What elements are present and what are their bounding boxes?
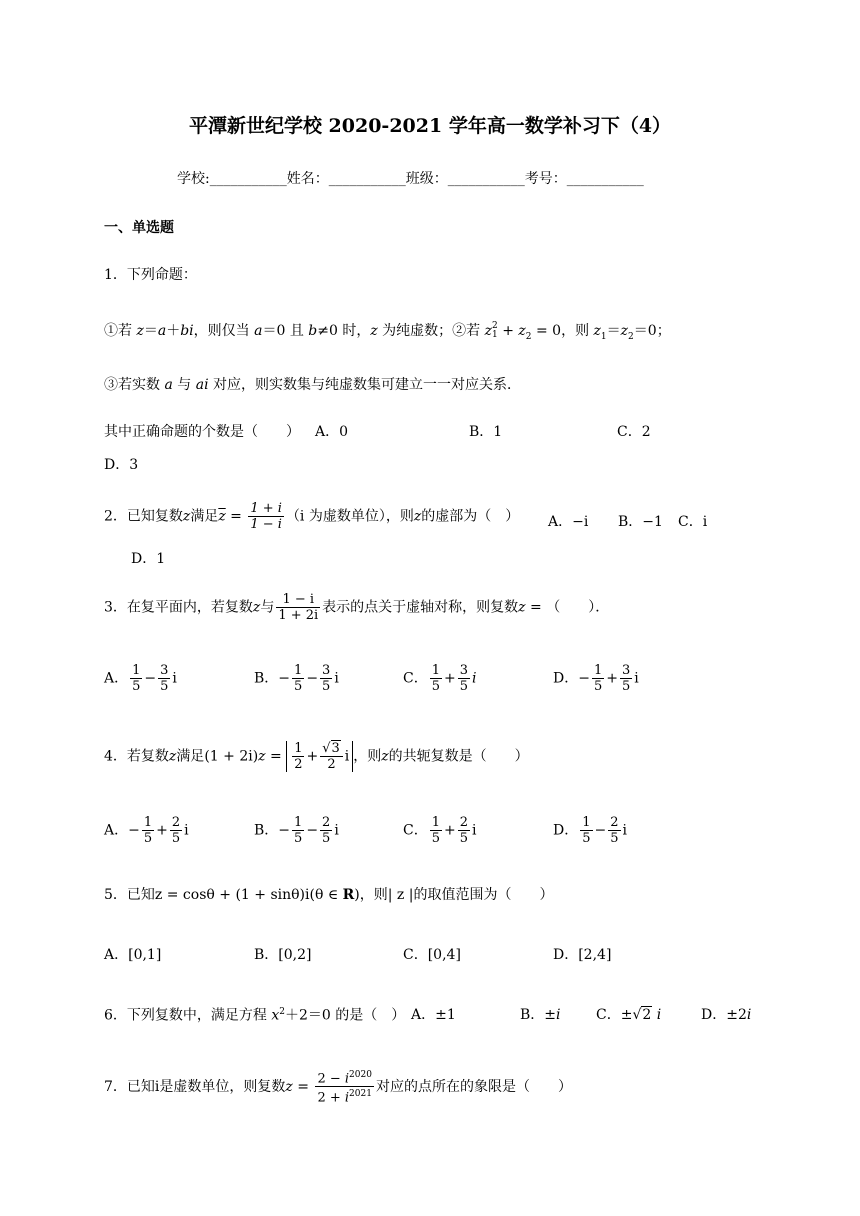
- q3-option-a: A． $\frac{1}{5}$ − $\frac{3}{5}$ i: [104, 663, 177, 694]
- q6-option-d: D．±2i: [701, 1007, 752, 1023]
- q1-option-b: B．1: [469, 424, 503, 440]
- q4-option-a: A．− $\frac{1}{5}$ + $\frac{2}{5}$ i: [104, 815, 189, 846]
- q3-stem: 3．在复平面内，若复数z与 $\frac{1 - i}{1 + 2i}$ 表示的点关于虚轴对称，则复数z = （ ）．: [104, 592, 610, 623]
- q1-option-a: A．0: [315, 424, 349, 440]
- q2-stem: 2．已知复数z满足$\overline{z}$ = $\frac{1 + i}{1 - i}$ （i 为虚数单位），则z的虚部为（ ）: [104, 501, 520, 532]
- q2-option-c: C．i: [678, 514, 708, 530]
- q3-option-d: D．− $\frac{1}{5}$ + $\frac{3}{5}$ i: [553, 663, 639, 694]
- q3-fraction: $\frac{1 - i}{1 + 2i}$: [278, 592, 319, 623]
- q4-option-d: D． $\frac{1}{5}$ − $\frac{2}{5}$ i: [553, 815, 628, 846]
- q6-option-c: C．±√2 i: [596, 1007, 662, 1023]
- q6-stem: 6．下列复数中，满足方程 $x^2+2=0$ 的是（ ）: [104, 1007, 406, 1024]
- q2-option-b: B．−1: [618, 514, 663, 530]
- q1-statement-3: ③若实数 a 与 ai 对应，则实数集与纯虚数集可建立一一对应关系．: [104, 377, 521, 393]
- q2-option-d: D．1: [131, 551, 166, 567]
- q2-option-a: A．−i: [548, 514, 589, 530]
- q6-option-b: B．±i: [520, 1007, 561, 1023]
- q4-option-b: B．− $\frac{1}{5}$ − $\frac{2}{5}$ i: [254, 815, 339, 846]
- q1-question: 其中正确命题的个数是（ ）: [104, 424, 300, 440]
- q4-stem: 4．若复数z满足(1 + 2i)z = $\frac{1}{2}$ + $\frac{√3}{2}$ i ，则z的共轭复数是（ ）: [104, 741, 529, 772]
- q1-statement-1-2: ①若 z＝a＋bi，则仅当 a＝0 且 b≠0 时，z 为纯虚数；②若 z 2 1 + $z_2 = 0$，则 $z_1=z_2=0$；: [104, 321, 671, 342]
- q1-option-c: C．2: [617, 424, 651, 440]
- q5-option-d: D．[2,4]: [553, 947, 612, 963]
- q1-stem: 1．下列命题：: [104, 267, 197, 283]
- q5-option-a: A．[0,1]: [104, 947, 162, 963]
- q5-stem: 5．已知z = cosθ + (1 + sinθ)i(θ ∈ R)，则| z |的取值范围为（ ）: [104, 887, 554, 903]
- q6-option-a: A．±1: [411, 1007, 456, 1023]
- q7-fraction: $\frac{2 - i^{2020}}{2 + i^{2021}}$: [317, 1070, 372, 1106]
- page-title: 平潭新世纪学校 2020-2021 学年高一数学补习下（4）: [188, 115, 672, 137]
- q2-fraction: $\frac{1 + i}{1 - i}$: [250, 501, 282, 532]
- q4-absolute-value: $\frac{1}{2}$ + $\frac{√3}{2}$ i: [286, 741, 353, 772]
- q3-option-c: C． $\frac{1}{5}$ + $\frac{3}{5}$ i: [403, 663, 477, 694]
- q7-stem: 7．已知i是虚数单位，则复数z = $\frac{2 - i^{2020}}{2 + i^{2021}}$ 对应的点所在的象限是（ ）: [104, 1070, 572, 1106]
- q5-option-b: B．[0,2]: [254, 947, 312, 963]
- q3-option-b: B．− $\frac{1}{5}$ − $\frac{3}{5}$ i: [254, 663, 339, 694]
- q1-option-d: D．3: [104, 457, 139, 473]
- section-heading: 一、单选题: [104, 220, 174, 236]
- q5-option-c: C．[0,4]: [403, 947, 461, 963]
- student-info-line: 学校:___________姓名：___________班级：___________考号：___________: [177, 171, 644, 187]
- q4-option-c: C． $\frac{1}{5}$ + $\frac{2}{5}$ i: [403, 815, 477, 846]
